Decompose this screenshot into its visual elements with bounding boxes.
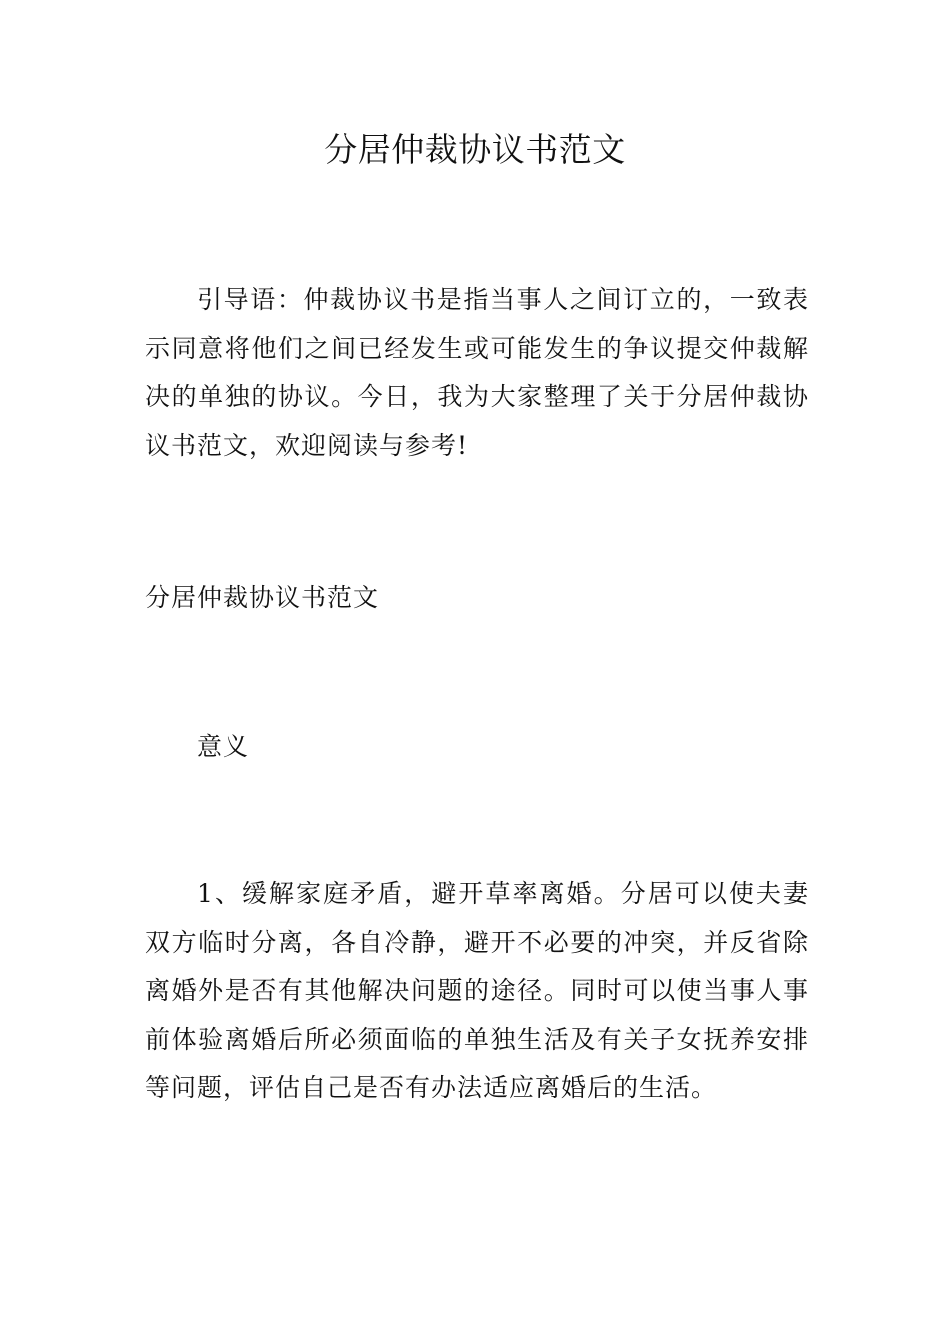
subtitle-paragraph: 分居仲裁协议书范文	[145, 583, 380, 612]
point-1-paragraph: 1、缓解家庭矛盾，避开草率离婚。分居可以使夫妻双方临时分离，各自冷静，避开不必要的冲突，并反省除离婚外是否有其他解决问题的途径。同时可以使当事人事前体验离婚后所必须面临的单独生活及有关子女抚养安排等问题，评估自己是否有办法适应离婚后的生活。	[145, 879, 809, 1102]
document-title: 分居仲裁协议书范文	[324, 130, 626, 169]
intro-paragraph: 引导语：仲裁协议书是指当事人之间订立的，一致表示同意将他们之间已经发生或可能发生的争议提交仲裁解决的单独的协议。今日，我为大家整理了关于分居仲裁协议书范文，欢迎阅读与参考!	[145, 285, 809, 460]
section-heading-meaning: 意义	[197, 732, 250, 761]
